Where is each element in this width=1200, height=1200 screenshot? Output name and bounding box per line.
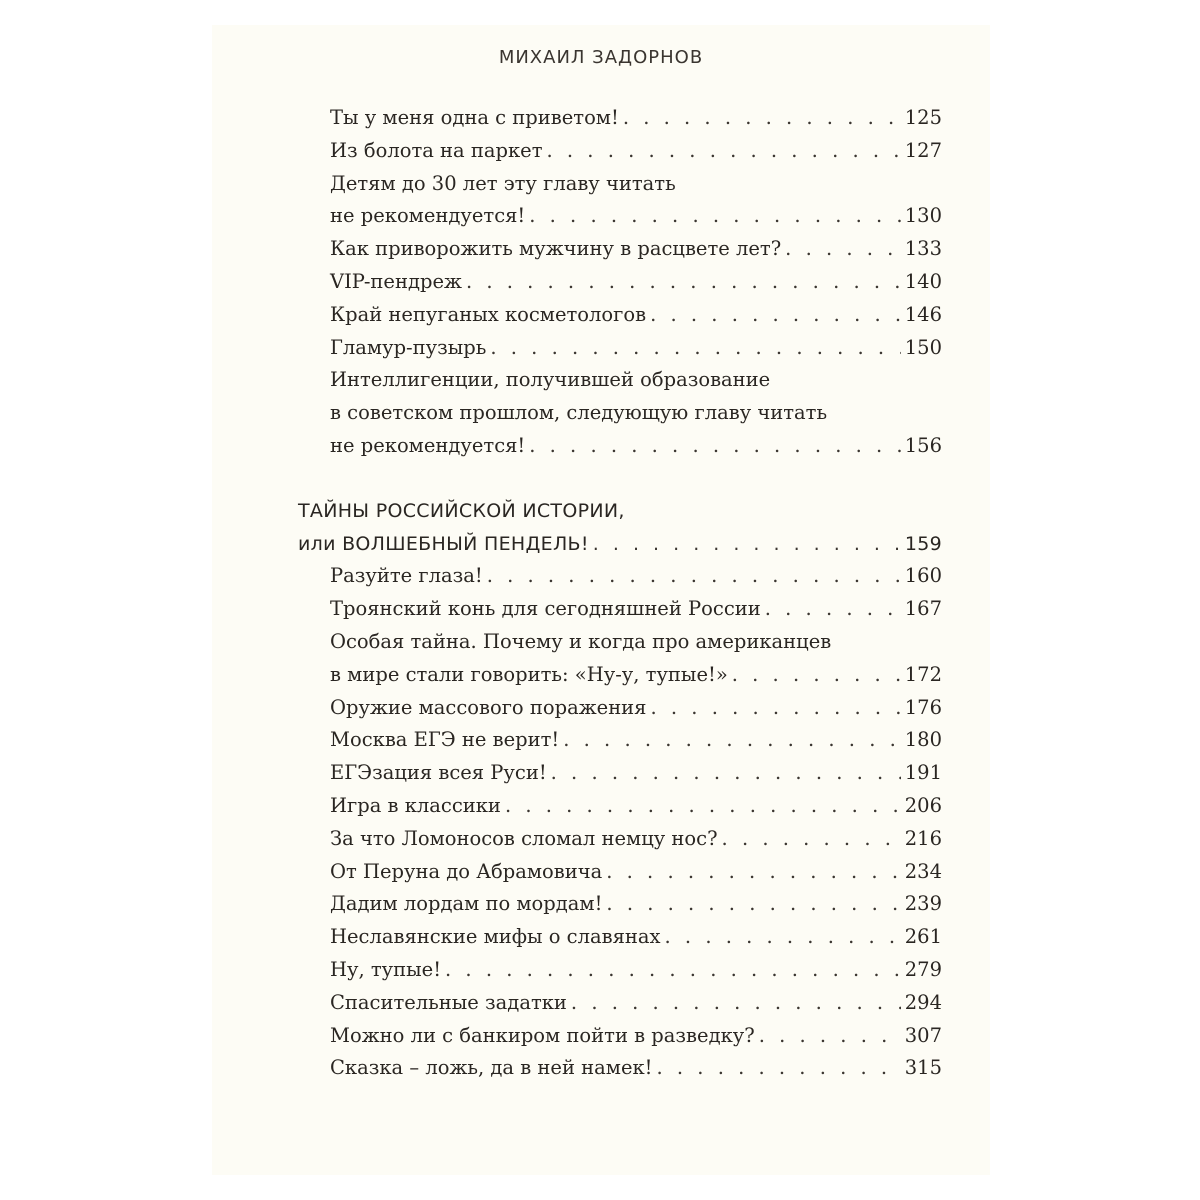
- toc-entry-line: [330, 757, 942, 789]
- toc-entry-line: [330, 200, 942, 232]
- toc-page-number: 234: [904, 859, 942, 883]
- toc-entry-title: в мире стали говорить: «Ну-у, тупые!»: [330, 662, 728, 686]
- toc-entry-title: в советском прошлом, следующую главу читать: [330, 401, 828, 425]
- dot-leader: [785, 233, 901, 265]
- toc-entry-title: От Перуна до Абрамовича: [330, 859, 603, 883]
- toc-entry-line: [330, 266, 942, 298]
- dot-leader: [571, 987, 901, 1019]
- dot-leader: [466, 266, 901, 298]
- toc-section-line: [298, 528, 942, 560]
- toc-entry-line: [330, 364, 942, 396]
- toc-entry-title: Дадим лордам по мордам!: [330, 892, 603, 916]
- toc-entry-line: [330, 135, 942, 167]
- dot-leader: [765, 593, 901, 625]
- toc-entry-title: Ты у меня одна с приветом!: [330, 106, 619, 129]
- toc-entry-title: Неславянские мифы о славянах: [330, 925, 661, 949]
- toc-entry-title: Сказка – ложь, да в ней намек!: [330, 1056, 653, 1080]
- toc-entry-title: не рекомендуется!: [330, 434, 526, 457]
- toc-page-number: 315: [904, 1056, 942, 1080]
- toc-page-number: 160: [904, 564, 942, 588]
- toc-page-number: 176: [904, 695, 942, 719]
- dot-leader: [759, 1020, 901, 1052]
- dot-leader: [529, 200, 901, 232]
- toc-entry-title: Край непуганых косметологов: [330, 302, 647, 326]
- dot-leader: [623, 102, 901, 134]
- toc-entry-title: Детям до 30 лет эту главу читать: [330, 171, 676, 195]
- toc-entry-line: [330, 954, 942, 986]
- toc-page-number: 180: [904, 728, 942, 752]
- toc-page-number: 133: [904, 237, 942, 261]
- toc-entry-line: [330, 560, 942, 592]
- toc-entry-title: VIP-пендреж: [330, 270, 462, 293]
- toc-page-number: 239: [904, 892, 942, 916]
- toc-entry-title: Спасительные задатки: [330, 990, 567, 1014]
- toc-entry-title: Можно ли с банкиром пойти в разведку?: [330, 1023, 755, 1047]
- toc-entry-line: [330, 233, 942, 265]
- toc-page-number: 172: [904, 662, 942, 686]
- toc-entry-title: Как приворожить мужчину в расцвете лет?: [330, 237, 782, 261]
- toc-page-number: 150: [904, 335, 942, 359]
- toc-entry-title: не рекомендуется!: [330, 204, 526, 228]
- dot-leader: [547, 135, 901, 167]
- toc-page-number: 294: [904, 990, 942, 1014]
- dot-leader: [529, 430, 901, 462]
- toc-entry-line: [330, 888, 942, 920]
- dot-leader: [505, 790, 901, 822]
- book-page: [212, 25, 990, 1175]
- toc-entry-line: [330, 102, 942, 134]
- dot-leader: [722, 823, 901, 855]
- dot-leader: [732, 659, 901, 691]
- toc-section-line: [298, 495, 942, 527]
- toc-page-number: 159: [904, 532, 942, 555]
- toc-entry-line: [330, 987, 942, 1019]
- dot-leader: [487, 560, 901, 592]
- running-head-author: МИХАИЛ ЗАДОРНОВ: [498, 47, 704, 68]
- toc-page-number: 146: [904, 302, 942, 326]
- toc-entry-line: [330, 168, 942, 200]
- toc-entry-line: [330, 790, 942, 822]
- toc-entry-title: Игра в классики: [330, 794, 501, 817]
- dot-leader: [665, 921, 901, 953]
- dot-leader: [650, 299, 901, 331]
- toc-page-number: 167: [904, 597, 942, 621]
- toc-entry-title: Москва ЕГЭ не верит!: [330, 728, 560, 752]
- toc-entry-line: [330, 626, 942, 658]
- dot-leader: [445, 954, 901, 986]
- toc-entry-title: Троянский конь для сегодняшней России: [330, 597, 761, 621]
- toc-entry-line: [330, 823, 942, 855]
- toc-entry-line: [330, 397, 942, 429]
- toc-page-number: 127: [904, 138, 942, 162]
- toc-page-number: 130: [904, 204, 942, 228]
- toc-page-number: 140: [904, 270, 942, 293]
- toc-entry-line: [330, 692, 942, 724]
- toc-entry-title: Ну, тупые!: [330, 958, 442, 981]
- dot-leader: [657, 1052, 901, 1084]
- toc-entry-line: [330, 921, 942, 953]
- toc-entry-line: [330, 430, 942, 462]
- toc-page-number: 156: [904, 434, 942, 457]
- toc-entry-line: [330, 856, 942, 888]
- dot-leader: [593, 528, 901, 560]
- toc-entry-title: Разуйте глаза!: [330, 564, 483, 588]
- toc-entry-line: [330, 1052, 942, 1084]
- toc-page-number: 125: [904, 106, 942, 129]
- toc-entry-title: Оружие массового поражения: [330, 695, 647, 719]
- toc-section-title: или ВОЛШЕБНЫЙ ПЕНДЕЛЬ!: [298, 532, 589, 555]
- toc-entry-title: Гламур-пузырь: [330, 335, 487, 359]
- toc-entry-title: Интеллигенции, получившей образование: [330, 368, 771, 392]
- dot-leader: [606, 888, 900, 920]
- toc-entry-line: [330, 299, 942, 331]
- toc-page-number: 279: [904, 958, 942, 981]
- dot-leader: [606, 856, 901, 888]
- toc-entry-title: За что Ломоносов сломал немцу нос?: [330, 826, 718, 850]
- dot-leader: [490, 332, 900, 364]
- dot-leader: [551, 757, 901, 789]
- toc-entry-title: ЕГЭзация всея Руси!: [330, 761, 547, 785]
- toc-page-number: 307: [904, 1023, 942, 1047]
- toc-entry-line: [330, 593, 942, 625]
- toc-page-number: 216: [904, 826, 942, 850]
- toc-section-title: ТАЙНЫ РОССИЙСКОЙ ИСТОРИИ,: [298, 499, 625, 522]
- toc-entry-title: Особая тайна. Почему и когда про американцев: [330, 630, 832, 653]
- toc-entry-line: [330, 332, 942, 364]
- dot-leader: [563, 724, 901, 756]
- toc-page-number: 206: [904, 794, 942, 817]
- toc-entry-line: [330, 659, 942, 691]
- toc-page-number: 191: [904, 761, 942, 785]
- dot-leader: [651, 692, 901, 724]
- toc-entry-line: [330, 724, 942, 756]
- toc-entry-title: Из болота на паркет: [330, 138, 543, 162]
- toc-page-number: 261: [904, 925, 942, 949]
- toc-entry-line: [330, 1020, 942, 1052]
